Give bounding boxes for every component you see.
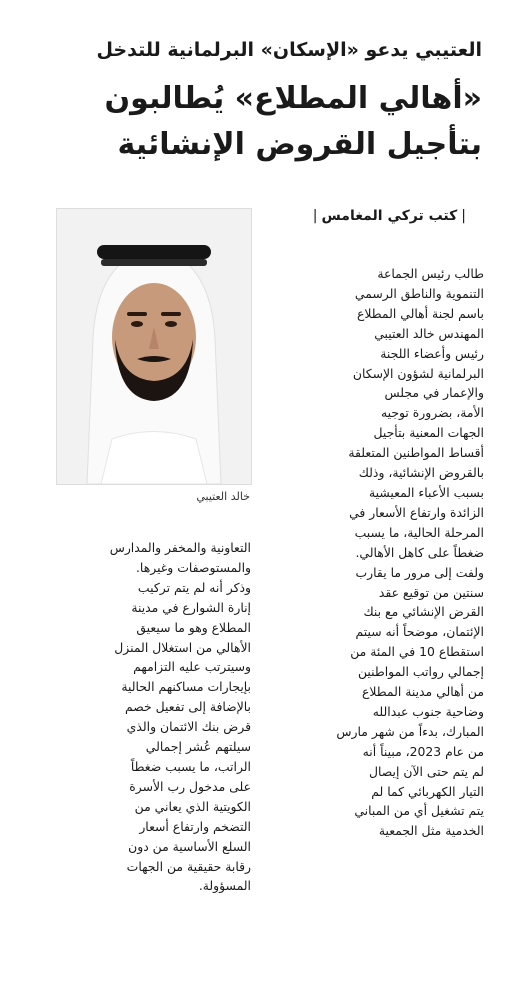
text-line: ولفت إلى مرور ما يقارب	[355, 564, 484, 580]
text-line: استقطاع 10 في المئة من	[350, 644, 484, 660]
headline-line-2: بتأجيل القروض الإنشائية	[117, 127, 482, 162]
text-line: المسؤولة.	[198, 878, 251, 894]
text-line: بإيجارات مساكنهم الحالية	[121, 679, 251, 695]
text-line: وذكر أنه لم يتم تركيب	[137, 579, 251, 595]
text-line: المهندس خالد العتيبي	[374, 325, 484, 341]
portrait-illustration	[57, 209, 251, 484]
text-line: رقابة حقيقية من الجهات	[126, 858, 251, 874]
text-line: وسيترتب عليه التزامهم	[133, 659, 251, 675]
photo-caption: خالد العتيبي	[196, 490, 250, 503]
headline-line-1: «أهالي المطلاع» يُطالبون	[104, 81, 482, 116]
text-line: أقساط المواطنين المتعلقة	[348, 445, 484, 461]
text-line: من عام 2023، مبيناً أنه	[362, 743, 484, 759]
left-eyebrow	[127, 312, 147, 316]
text-line: على مدخول رب الأسرة	[129, 778, 251, 794]
byline-divider-end: |	[312, 208, 318, 224]
text-line: قرض بنك الائتمان والذي	[126, 719, 251, 735]
text-line: إنارة الشوارع في مدينة	[131, 599, 251, 615]
text-line: بسبب الأعباء المعيشية	[368, 484, 484, 500]
article-byline	[309, 208, 470, 224]
text-line: والإعمار في مجلس	[384, 385, 484, 401]
text-line: المرحلة الحالية، ما يسبب	[354, 524, 484, 540]
agal-cord	[97, 245, 211, 259]
article-headline	[12, 76, 482, 168]
text-line: الجهات المعنية بتأجيل	[373, 425, 484, 441]
article-column-right	[269, 264, 484, 841]
text-line: التنموية والناطق الرسمي	[354, 285, 484, 301]
article-kicker: العتيبي يدعو «الإسكان» البرلمانية للتدخل	[96, 39, 482, 61]
text-line: طالب رئيس الجماعة	[377, 266, 484, 281]
text-line: السلع الأساسية من دون	[128, 838, 251, 854]
text-line: الأمة، بضرورة توجيه	[380, 405, 484, 421]
text-line: يتم تشغيل أي من المباني	[354, 803, 484, 819]
text-line: الإئتمان، موضحاً أنه سيتم	[355, 624, 484, 640]
byline-text: كتب تركي المغامس	[321, 208, 458, 224]
text-line: من أهالي مدينة المطلاع	[361, 684, 484, 700]
byline-divider: |	[461, 208, 466, 224]
text-line: سنتين من توقيع عقد	[378, 584, 484, 600]
text-line: التضخم وارتفاع أسعار	[139, 818, 251, 834]
text-line: المبارك، بدءاً من شهر مارس	[336, 723, 484, 739]
text-line: الزائدة وارتفاع الأسعار في	[349, 504, 484, 520]
text-line: سيلتهم عُشر إجمالي	[145, 739, 251, 755]
text-line: القرض الإنشائي مع بنك	[363, 604, 484, 620]
text-line: البرلمانية لشؤون الإسكان	[352, 365, 484, 381]
text-line: المطلاع وهو ما سيعيق	[136, 619, 251, 635]
text-line: الراتب، ما يسبب ضغطاً	[130, 758, 251, 774]
text-line: رئيس وأعضاء اللجنة	[380, 345, 484, 361]
article-column-left	[36, 538, 251, 896]
text-line: والمستوصفات وغيرها.	[135, 559, 251, 575]
text-line: ضغطاً على كاهل الأهالي.	[355, 544, 484, 560]
text-line: الخدمية مثل الجمعية	[378, 823, 484, 839]
text-line: التيار الكهربائي كما لم	[371, 783, 484, 799]
text-line: بالقروض الإنشائية، وذلك	[358, 465, 484, 481]
right-eye	[165, 321, 177, 327]
agal-cord-lower	[101, 259, 207, 266]
thobe-collar	[101, 432, 207, 485]
text-line: التعاونية والمخفر والمدارس	[109, 540, 251, 555]
text-line: بالإضافة إلى تفعيل خصم	[125, 699, 251, 715]
author-photo	[56, 208, 252, 485]
text-line: وضاحية جنوب عبدالله	[372, 703, 484, 719]
text-line: إجمالي رواتب المواطنين	[357, 664, 484, 680]
left-eye	[131, 321, 143, 327]
text-line: الأهالي من استغلال المنزل	[114, 639, 251, 655]
right-eyebrow	[161, 312, 181, 316]
text-line: لم يتم حتى الآن إيصال	[369, 763, 484, 779]
text-line: الكويتية الذي يعاني من	[134, 798, 251, 814]
text-line: باسم لجنة أهالي المطلاع	[356, 305, 484, 321]
